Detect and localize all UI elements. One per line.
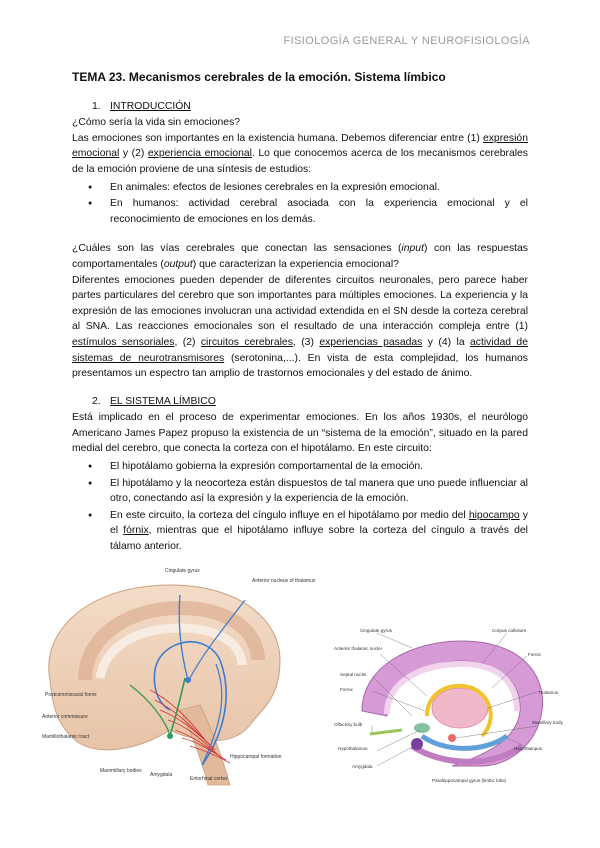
- study-list: [72, 180, 528, 228]
- label-septal-nuclei: Septal nuclei: [340, 672, 367, 677]
- label-hippocampal-formation: Hippocampal formation: [230, 754, 282, 760]
- section-heading-introduccion: [92, 99, 528, 115]
- term-expresion-emocional: expresión emocional: [72, 132, 528, 160]
- label-cingulate-gyrus-2: Cingulate gyrus: [360, 628, 392, 633]
- question-1: ¿Cómo sería la vida sin emociones?: [72, 117, 241, 129]
- term-neurotransmisores: actividad de sistemas de neurotransmisores: [72, 336, 528, 364]
- label-fornix-right: Fornix: [528, 652, 541, 657]
- list-item: ● El hipotálamo y la neocorteza están dispuestos de tal manera que uno puede influenciar al otro, conectando así la expresión y la experiencia de la emoción.: [72, 476, 528, 507]
- label-postcommissural-fornix: Postcommissural fornix: [45, 692, 97, 698]
- document-body: [72, 70, 528, 557]
- label-hypothalamus: Hypothalamus: [338, 746, 368, 751]
- label-parahippocampal-gyrus: Parahippocampal gyrus (limbic lobe): [432, 778, 507, 783]
- olfactory-bulb: [370, 730, 402, 734]
- section-heading-sistema-limbico: [92, 394, 528, 410]
- section-label: EL SISTEMA LÍMBICO: [110, 395, 216, 407]
- amygdala-3d: [411, 738, 423, 750]
- label-amygdala: Amygdala: [150, 772, 173, 778]
- list-item: ● El hipotálamo gobierna la expresión comportamental de la emoción.: [72, 459, 528, 475]
- label-entorhinal-cortex: Entorhinal cortex: [190, 776, 228, 782]
- section-label: INTRODUCCIÓN: [110, 100, 191, 112]
- list-item: ● En animales: efectos de lesiones cerebrales en la expresión emocional.: [72, 180, 528, 196]
- running-header: FISIOLOGÍA GENERAL Y NEUROFISIOLOGÍA: [283, 35, 530, 47]
- label-fornix-left: Fornix: [340, 687, 353, 692]
- section-number: 2.: [92, 395, 101, 407]
- page-title: TEMA 23. Mecanismos cerebrales de la emoción. Sistema límbico: [72, 70, 446, 84]
- term-hipocampo: hipocampo: [468, 509, 520, 521]
- term-estimulos-sensoriales: estímulos sensoriales: [72, 336, 175, 348]
- label-thalamus: Thalamus: [538, 690, 559, 695]
- paragraph-1: Las emociones son importantes en la existencia humana. Debemos diferenciar entre (1) expresión emocional y (2) experiencia emocional. Lo que conocemos acerca de los mecanismos cerebrales de la emoción proviene de una síntesis de estudios:: [72, 132, 529, 175]
- label-anterior-commissure: Anterior commissure: [42, 714, 88, 720]
- term-fornix: fórnix: [123, 525, 149, 537]
- limbic-system-figure: [332, 626, 582, 786]
- figures-area: [0, 560, 600, 790]
- label-anterior-nucleus: Anterior nucleus of thalamus: [252, 578, 316, 584]
- paragraph-3: Está implicado en el proceso de experimentar emociones. En los años 1930s, el neurólogo Americano James Papez propuso la existencia de un “sistema de la emoción”, situado en la pared medial del cerebro, que conecta la corteza con el hipotálamo. En este circuito:: [72, 412, 528, 455]
- label-olfactory-bulb: Olfactory bulb: [334, 722, 363, 727]
- hippocampus-3d: [422, 736, 507, 748]
- term-circuitos-cerebrales: circuitos cerebrales: [200, 336, 293, 348]
- label-mamillary-body: Mamillary body: [532, 720, 563, 725]
- label-cingulate-gyrus: Cingulate gyrus: [165, 568, 200, 574]
- label-amygdala-2: Amygdala: [352, 764, 373, 769]
- label-mammillary-bodies: Mammillary bodies: [100, 768, 142, 774]
- question-2: ¿Cuáles son las vías cerebrales que conectan las sensaciones (input) con las respuestas comportamentales (output) que caracterizan la experiencia emocional?: [72, 243, 528, 270]
- paragraph-2: Diferentes emociones pueden depender de diferentes circuitos neuronales, pero parece haber partes particulares del cerebro que son importantes para múltiples emociones. La experiencia y la expresión de las emociones involucran una actividad extendida en el SN desde la corteza cerebral al SNA. Las reacciones emocionales son el resultado de una interacción compleja entre (1) estímulos sensoriales, (2) circuitos cerebrales, (3) experiencias pasadas y (4) la actividad de sistemas de neurotransmisores (serotonina,...). En vista de esta complejidad, los humanos presentamos un espectro tan amplio de trastornos emocionales y del estado de ánimo.: [72, 274, 529, 380]
- list-item: ● En humanos: actividad cerebral asociada con la experiencia emocional y el reconocimiento de emociones en los demás.: [72, 196, 528, 227]
- papez-circuit-figure: [30, 560, 330, 790]
- label-mamillothalamic: Mamillothalamic tract: [42, 734, 89, 740]
- label-corpus-callosum: Corpus callosum: [492, 628, 527, 633]
- label-hippocampus: Hippocampus: [514, 746, 543, 751]
- section-number: 1.: [92, 100, 101, 112]
- list-item: ● En este circuito, la corteza del cíngulo influye en el hipotálamo por medio del hipocampo y el fórnix, mientras que el hipotálamo influye sobre la corteza del cíngulo a través del tálamo anterior.: [72, 508, 528, 555]
- circuit-list: [72, 459, 528, 555]
- label-anterior-thalamic-nuclei: Anterior thalamic nuclei: [334, 646, 382, 651]
- term-experiencias-pasadas: experiencias pasadas: [319, 336, 423, 348]
- term-experiencia-emocional: experiencia emocional: [147, 148, 252, 160]
